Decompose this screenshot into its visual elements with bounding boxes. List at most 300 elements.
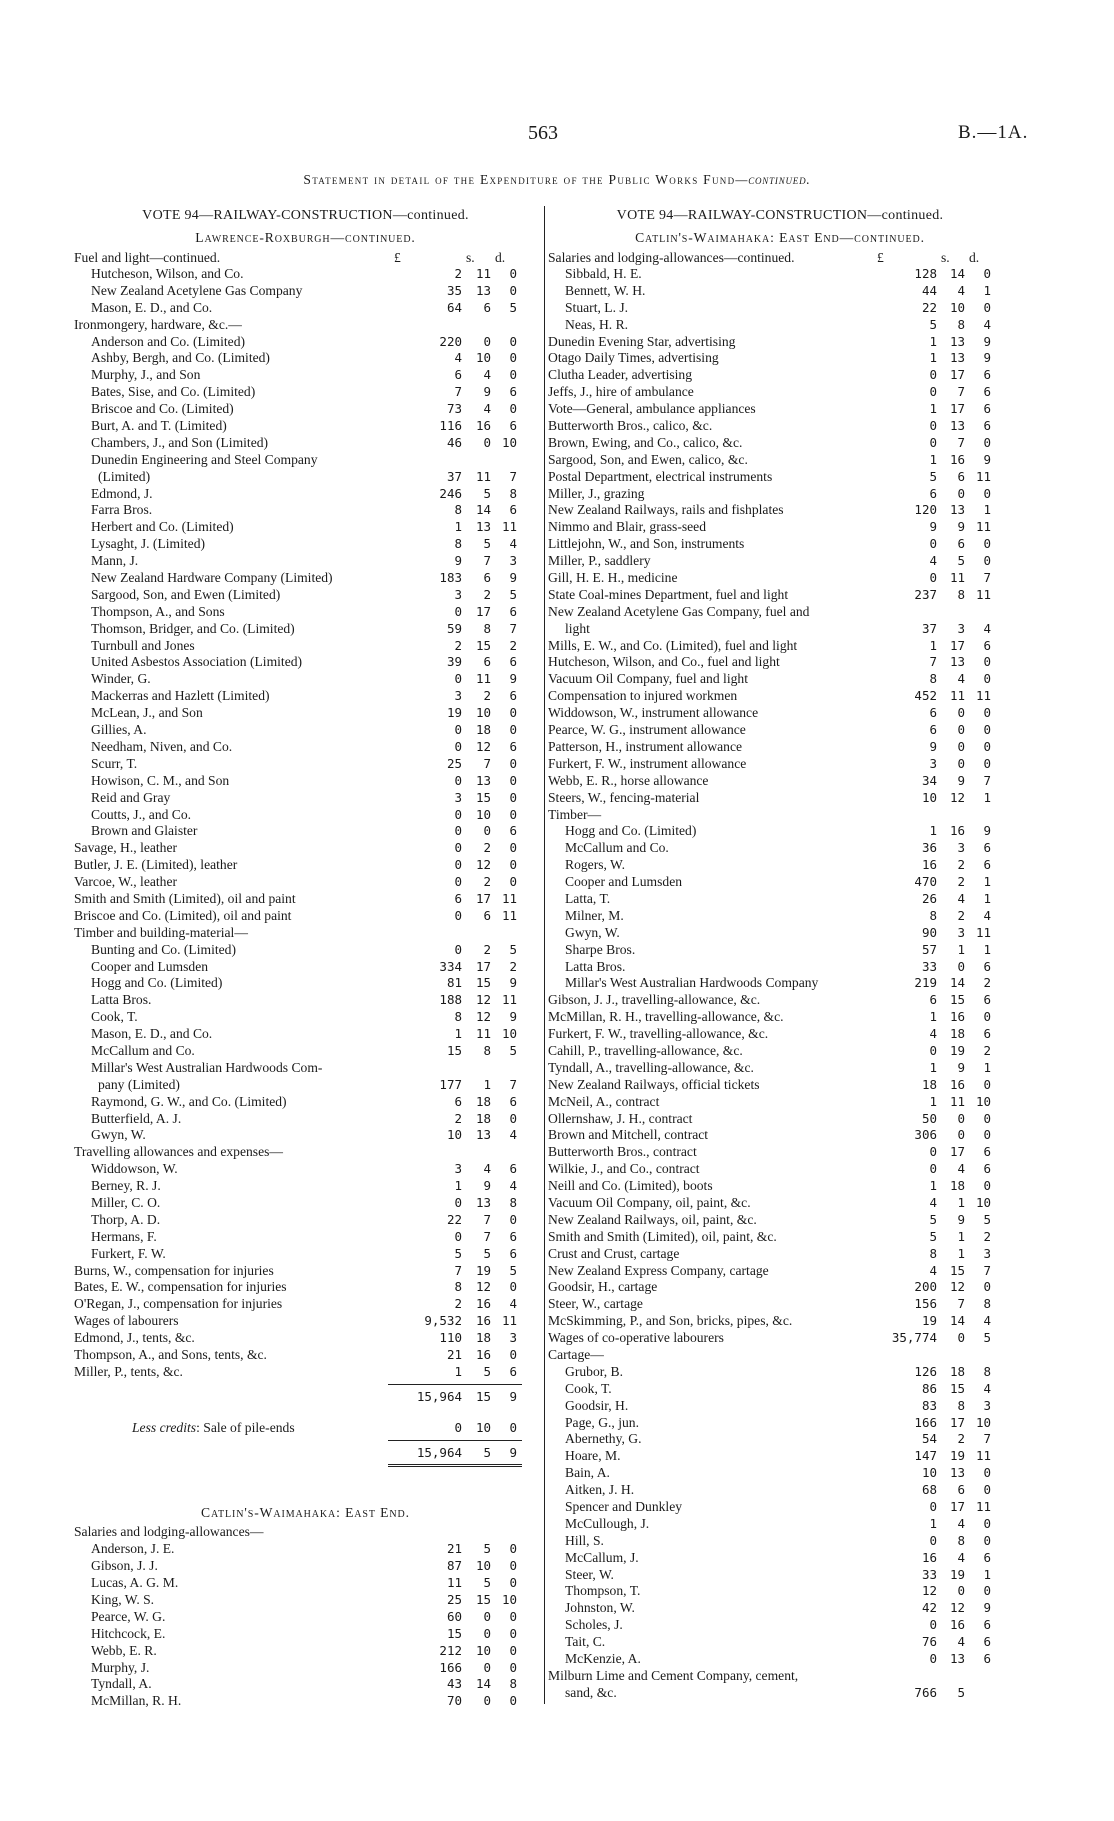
- table-row: [74, 570, 537, 587]
- entry-pence: 0: [983, 654, 991, 670]
- entry-shillings: 9: [483, 384, 491, 400]
- entry-shillings: 13: [949, 1651, 965, 1667]
- table-row: [548, 452, 1012, 469]
- entry-shillings: 0: [957, 738, 965, 754]
- table-row: [548, 908, 1012, 925]
- entry-pence: 4: [983, 620, 991, 636]
- table-row: [74, 486, 537, 503]
- entry-shillings: 19: [949, 1042, 965, 1058]
- table-row: [548, 1077, 1012, 1094]
- entry-pence: 7: [983, 1262, 991, 1278]
- entry-shillings: 6: [483, 299, 491, 315]
- entry-pence: 1: [983, 941, 991, 957]
- entry-description: Furkert, F. W., travelling-allowance, &c.: [548, 1026, 769, 1042]
- entry-pence: 5: [509, 299, 517, 315]
- entry-description: Latta Bros.: [565, 958, 626, 974]
- entry-description: Ollernshaw, J. H., contract: [548, 1110, 693, 1126]
- entry-shillings: 16: [949, 1009, 965, 1025]
- entry-description: Murphy, J., and Son: [91, 367, 201, 383]
- entry-pence: 0: [983, 671, 991, 687]
- entry-shillings: 13: [475, 1127, 491, 1143]
- entry-description: Mackerras and Hazlett (Limited): [91, 688, 270, 704]
- entry-description: McKenzie, A.: [565, 1651, 641, 1667]
- entry-description: Hoare, M.: [565, 1448, 621, 1464]
- entry-pounds: 1: [454, 519, 462, 535]
- entry-shillings: 0: [957, 1127, 965, 1143]
- entry-shillings: 11: [949, 688, 965, 704]
- entry-description: pany (Limited): [98, 1076, 180, 1092]
- entry-description: Scurr, T.: [91, 755, 138, 771]
- entry-pounds: 219: [914, 975, 937, 991]
- entry-shillings: 6: [483, 570, 491, 586]
- entry-pounds: 5: [929, 1228, 937, 1244]
- table-row: [74, 874, 537, 891]
- entry-shillings: 0: [483, 1608, 491, 1624]
- table-row: [548, 1583, 1012, 1600]
- table-row: [74, 992, 537, 1009]
- entry-description: Nimmo and Blair, grass-seed: [548, 519, 707, 535]
- entry-shillings: 0: [483, 333, 491, 349]
- entry-pence: 11: [501, 890, 517, 906]
- entry-description: Timber—: [548, 806, 602, 822]
- entry-pence: 0: [983, 738, 991, 754]
- table-row: [74, 1229, 537, 1246]
- table-row: [548, 300, 1012, 317]
- entry-shillings: 14: [949, 1313, 965, 1329]
- entry-pence: 8: [509, 1194, 517, 1210]
- table-row: [548, 1533, 1012, 1550]
- entry-pence: 11: [975, 586, 991, 602]
- entry-description: Dunedin Engineering and Steel Company: [91, 451, 318, 467]
- entry-description: O'Regan, J., compensation for injuries: [74, 1296, 283, 1312]
- entry-pounds: 43: [446, 1676, 462, 1692]
- entry-pounds: 7: [929, 654, 937, 670]
- table-row: [74, 384, 537, 401]
- entry-description: Anderson and Co. (Limited): [91, 333, 246, 349]
- entry-pounds: 10: [921, 1465, 937, 1481]
- entry-pence: 6: [509, 502, 517, 518]
- entry-pence: 0: [509, 333, 517, 349]
- table-row: [74, 688, 537, 705]
- entry-shillings: 13: [949, 1465, 965, 1481]
- table-row: [548, 1195, 1012, 1212]
- entry-pence: 11: [975, 1499, 991, 1515]
- entry-pounds: 334: [439, 958, 462, 974]
- entry-pounds: 1: [929, 333, 937, 349]
- entry-pence: 5: [509, 1262, 517, 1278]
- entry-description: Gwyn, W.: [91, 1127, 146, 1143]
- entry-description: Gillies, A.: [91, 722, 147, 738]
- entry-description: Howison, C. M., and Son: [91, 772, 230, 788]
- entry-pounds: 50: [921, 1110, 937, 1126]
- table-row: [74, 587, 537, 604]
- shillings-header: s.: [941, 250, 950, 265]
- entry-pence: 6: [509, 738, 517, 754]
- entry-description: Mason, E. D., and Co.: [91, 1026, 213, 1042]
- entry-pence: 9: [983, 1600, 991, 1616]
- entry-description: McCallum and Co.: [565, 840, 669, 856]
- entry-pence: 1: [983, 789, 991, 805]
- entry-pence: 0: [983, 1279, 991, 1295]
- entry-shillings: 17: [475, 958, 491, 974]
- entry-pounds: 212: [439, 1642, 462, 1658]
- entry-pounds: 2: [454, 1296, 462, 1312]
- entry-pounds: 64: [446, 299, 462, 315]
- entry-pounds: 87: [446, 1558, 462, 1574]
- section2-category-label: Salaries and lodging-allowances—: [74, 1524, 264, 1540]
- table-row: [74, 705, 537, 722]
- table-row: [548, 975, 1012, 992]
- entry-shillings: 16: [949, 1076, 965, 1092]
- entry-description: Gwyn, W.: [565, 924, 620, 940]
- entry-description: McSkimming, P., and Son, bricks, pipes, &c.: [548, 1313, 793, 1329]
- entry-shillings: 4: [483, 401, 491, 417]
- entry-pence: 4: [983, 1380, 991, 1396]
- entry-pounds: 0: [929, 1532, 937, 1548]
- spacer: [74, 1406, 537, 1420]
- entry-pounds: 0: [929, 1144, 937, 1160]
- entry-shillings: 17: [949, 1414, 965, 1430]
- table-row: [74, 1541, 537, 1558]
- entry-description: Miller, P., tents, &c.: [74, 1363, 183, 1379]
- entry-pounds: 1: [929, 1093, 937, 1109]
- entry-description: Aitken, J. H.: [565, 1482, 635, 1498]
- entry-description: Varcoe, W., leather: [74, 874, 178, 890]
- table-row: [74, 1009, 537, 1026]
- entry-pounds: 8: [929, 1245, 937, 1261]
- statement-title-text: Statement in detail of the Expenditure of the Public Works Fund: [303, 172, 736, 187]
- entry-pence: 11: [975, 519, 991, 535]
- page-number: 563: [528, 122, 558, 144]
- entry-pence: 1: [983, 282, 991, 298]
- table-row: [548, 959, 1012, 976]
- entry-description: Hogg and Co. (Limited): [565, 823, 697, 839]
- spacer: [74, 1469, 537, 1502]
- entry-pence: 0: [509, 367, 517, 383]
- table-row: [74, 1077, 537, 1094]
- entry-shillings: 11: [949, 1093, 965, 1109]
- entry-pence: 2: [983, 1042, 991, 1058]
- table-row: [74, 1364, 537, 1381]
- entry-pounds: 19: [446, 705, 462, 721]
- table-row: [548, 553, 1012, 570]
- entry-pence: 0: [509, 1110, 517, 1126]
- entry-pounds: 3: [929, 755, 937, 771]
- entry-shillings: 4: [957, 1161, 965, 1177]
- entry-shillings: 13: [949, 350, 965, 366]
- entry-shillings: 12: [475, 738, 491, 754]
- entry-description: Mills, E. W., and Co. (Limited), fuel and light: [548, 637, 798, 653]
- entry-shillings: 6: [957, 468, 965, 484]
- table-row: [74, 1693, 537, 1710]
- entry-shillings: 0: [957, 722, 965, 738]
- entry-pounds: 9: [929, 519, 937, 535]
- entry-description: Thompson, A., and Sons, tents, &c.: [74, 1347, 267, 1362]
- entry-pence: 6: [983, 367, 991, 383]
- entry-pounds: 6: [929, 992, 937, 1008]
- table-row: [548, 1465, 1012, 1482]
- entry-shillings: 18: [475, 1093, 491, 1109]
- entry-pounds: 470: [914, 874, 937, 890]
- entry-pounds: 39: [446, 654, 462, 670]
- table-row: [548, 604, 1012, 621]
- entry-shillings: 13: [475, 519, 491, 535]
- entry-description: Briscoe and Co. (Limited), oil and paint: [74, 907, 292, 923]
- left-section-heading: Lawrence-Roxburgh—continued.: [195, 230, 416, 245]
- entry-pence: 7: [983, 1431, 991, 1447]
- subtotal-pounds: 15,964: [416, 1388, 462, 1404]
- entry-pence: 6: [983, 384, 991, 400]
- entry-description: Thompson, A., and Sons: [91, 603, 225, 619]
- table-row: [74, 823, 537, 840]
- table-row: [74, 1060, 537, 1077]
- entry-description: Hermans, F.: [91, 1228, 157, 1244]
- entry-pence: 1: [983, 890, 991, 906]
- entry-pence: 0: [509, 772, 517, 788]
- table-row: [74, 604, 537, 621]
- table-row: [548, 486, 1012, 503]
- entry-pounds: 1: [929, 1178, 937, 1194]
- statement-title: [0, 172, 1114, 188]
- table-row: [548, 1009, 1012, 1026]
- entry-pounds: 22: [921, 299, 937, 315]
- entry-pence: 4: [509, 1127, 517, 1143]
- entry-pounds: 76: [921, 1634, 937, 1650]
- entry-pence: 0: [509, 1541, 517, 1557]
- entry-description: Furkert, F. W.: [91, 1245, 166, 1261]
- entry-pounds: 0: [929, 384, 937, 400]
- entry-pounds: 3: [454, 1161, 462, 1177]
- table-row: [548, 587, 1012, 604]
- entry-pence: 6: [983, 1549, 991, 1565]
- entry-pence: 6: [983, 1026, 991, 1042]
- entry-shillings: 3: [957, 840, 965, 856]
- entry-pence: 2: [509, 637, 517, 653]
- entry-description: Neas, H. R.: [565, 316, 629, 332]
- entry-pounds: 2: [454, 266, 462, 281]
- entry-description: Compensation to injured workmen: [548, 688, 738, 704]
- table-row: [548, 367, 1012, 384]
- entry-shillings: 7: [957, 384, 965, 400]
- entry-shillings: 3: [957, 924, 965, 940]
- entry-pence: 11: [501, 907, 517, 923]
- shillings-header: s.: [466, 250, 475, 265]
- table-row: [74, 1660, 537, 1677]
- entry-shillings: 13: [949, 502, 965, 518]
- entry-shillings: 5: [483, 1541, 491, 1557]
- entry-pounds: 1: [454, 1178, 462, 1194]
- entry-pence: 6: [509, 1093, 517, 1109]
- entry-description: (Limited): [98, 468, 151, 484]
- total-row: [74, 1445, 537, 1462]
- entry-description: Bunting and Co. (Limited): [91, 941, 236, 957]
- entry-pounds: 6: [454, 1093, 462, 1109]
- entry-pence: 0: [509, 401, 517, 417]
- entry-shillings: 6: [483, 654, 491, 670]
- entry-pence: 0: [509, 266, 517, 281]
- entry-shillings: 6: [957, 1482, 965, 1498]
- entry-pence: 0: [983, 1110, 991, 1126]
- entry-pence: 0: [983, 299, 991, 315]
- table-row: [548, 469, 1012, 486]
- entry-description: Steer, W.: [565, 1566, 614, 1582]
- entry-description: Rogers, W.: [565, 857, 626, 873]
- entry-pounds: 183: [439, 570, 462, 586]
- table-row: [548, 1448, 1012, 1465]
- entry-shillings: 2: [957, 907, 965, 923]
- entry-pounds: 166: [914, 1414, 937, 1430]
- entry-pence: 6: [983, 401, 991, 417]
- entry-pence: 0: [509, 840, 517, 856]
- entry-pence: 4: [509, 1296, 517, 1312]
- entry-pence: 0: [983, 1127, 991, 1143]
- entry-description: Cahill, P., travelling-allowance, &c.: [548, 1042, 743, 1058]
- entry-pounds: 3: [454, 586, 462, 602]
- entry-shillings: 16: [475, 1347, 491, 1362]
- table-row: [548, 891, 1012, 908]
- entry-pounds: 0: [929, 536, 937, 552]
- table-row: [548, 773, 1012, 790]
- entry-shillings: 17: [475, 890, 491, 906]
- table-row: [74, 1127, 537, 1144]
- table-row: [548, 688, 1012, 705]
- entry-pounds: 5: [929, 1211, 937, 1227]
- entry-pounds: 8: [454, 1279, 462, 1295]
- entry-shillings: 14: [475, 1676, 491, 1692]
- entry-description: Jeffs, J., hire of ambulance: [548, 384, 694, 400]
- entry-shillings: 4: [957, 1634, 965, 1650]
- entry-pence: 0: [983, 1583, 991, 1599]
- entry-shillings: 5: [483, 485, 491, 501]
- entry-shillings: 4: [957, 1549, 965, 1565]
- entry-description: Smith and Smith (Limited), oil and paint: [74, 890, 296, 906]
- entry-pounds: 237: [914, 586, 937, 602]
- entry-pence: 9: [509, 1009, 517, 1025]
- entry-pounds: 0: [454, 840, 462, 856]
- entry-shillings: 0: [957, 705, 965, 721]
- table-row: [74, 1592, 537, 1609]
- section2-category-row: [74, 1524, 537, 1541]
- entry-shillings: 14: [949, 266, 965, 281]
- entry-description: McNeil, A., contract: [548, 1093, 660, 1109]
- entry-pounds: 6: [454, 890, 462, 906]
- table-row: [74, 654, 537, 671]
- entry-description: Johnston, W.: [565, 1600, 635, 1616]
- entry-description: Butterworth Bros., contract: [548, 1144, 697, 1160]
- entry-description: Hitchcock, E.: [91, 1625, 166, 1641]
- entry-pounds: 10: [446, 1127, 462, 1143]
- entry-pounds: 1: [929, 401, 937, 417]
- subtotal-row: [74, 1389, 537, 1406]
- entry-description: Reid and Gray: [91, 789, 171, 805]
- table-row: [74, 1279, 537, 1296]
- entry-shillings: 4: [957, 282, 965, 298]
- table-row: [548, 1499, 1012, 1516]
- table-row: [548, 384, 1012, 401]
- entry-pounds: 22: [446, 1211, 462, 1227]
- entry-description: Goodsir, H., cartage: [548, 1279, 658, 1295]
- entry-shillings: 2: [957, 874, 965, 890]
- entry-pence: 1: [983, 1059, 991, 1075]
- entry-pounds: 21: [446, 1541, 462, 1557]
- entry-shillings: 11: [475, 671, 491, 687]
- left-salaries-list: [74, 1541, 537, 1710]
- entry-description: Dunedin Evening Star, advertising: [548, 333, 736, 349]
- entry-pounds: 5: [454, 1245, 462, 1261]
- right-section-heading: Catlin's-Waimahaka: East End—continued.: [635, 230, 925, 245]
- entry-pounds: 0: [454, 1228, 462, 1244]
- entry-description: Vacuum Oil Company, oil, paint, &c.: [548, 1194, 751, 1210]
- entry-pounds: 7: [454, 384, 462, 400]
- left-section2-heading: Catlin's-Waimahaka: East End.: [201, 1505, 410, 1521]
- entry-description: New Zealand Acetylene Gas Company: [91, 282, 303, 298]
- entry-pounds: 0: [454, 738, 462, 754]
- table-row: [548, 857, 1012, 874]
- entry-pounds: 766: [914, 1684, 937, 1700]
- table-row: [74, 1178, 537, 1195]
- entry-description: Miller, J., grazing: [548, 485, 645, 501]
- entry-pounds: 0: [454, 941, 462, 957]
- entry-shillings: 16: [949, 451, 965, 467]
- table-row: [548, 1364, 1012, 1381]
- right-column: [548, 205, 1012, 1702]
- entry-pounds: 3: [454, 789, 462, 805]
- entry-pence: 10: [975, 1093, 991, 1109]
- credit-row: [74, 1420, 537, 1437]
- entry-pounds: 37: [446, 468, 462, 484]
- entry-shillings: 18: [949, 1363, 965, 1379]
- entry-pence: 0: [509, 1558, 517, 1574]
- total-shillings: 5: [483, 1444, 491, 1460]
- entry-description: Thorp, A. D.: [91, 1211, 161, 1227]
- entry-pence: 8: [983, 1363, 991, 1379]
- table-row: [548, 790, 1012, 807]
- entry-pounds: 86: [921, 1380, 937, 1396]
- table-row: [548, 401, 1012, 418]
- subtotal-rule: [74, 1381, 537, 1389]
- entry-description: Brown and Mitchell, contract: [548, 1127, 709, 1143]
- entry-pence: 4: [509, 536, 517, 552]
- table-row: [548, 519, 1012, 536]
- entry-shillings: 11: [475, 266, 491, 281]
- table-row: [74, 283, 537, 300]
- entry-pounds: 8: [454, 502, 462, 518]
- entry-pence: 5: [983, 1211, 991, 1227]
- entry-pounds: 200: [914, 1279, 937, 1295]
- entry-pence: 7: [509, 620, 517, 636]
- entry-pounds: 0: [929, 1499, 937, 1515]
- table-row: [548, 1246, 1012, 1263]
- entry-shillings: 1: [957, 1245, 965, 1261]
- entry-description: Sharpe Bros.: [565, 941, 636, 957]
- entry-description: Grubor, B.: [565, 1363, 623, 1379]
- total-rule: [74, 1437, 537, 1445]
- table-row: [548, 1330, 1012, 1347]
- entry-pounds: 34: [921, 772, 937, 788]
- entry-description: McCallum, J.: [565, 1549, 639, 1565]
- entry-pence: 9: [983, 451, 991, 467]
- entry-shillings: 0: [957, 1110, 965, 1126]
- entry-pence: 0: [509, 1693, 517, 1709]
- table-row: [74, 891, 537, 908]
- entry-pence: 3: [983, 1245, 991, 1261]
- entry-shillings: 17: [949, 1499, 965, 1515]
- entry-pounds: 9,532: [424, 1313, 462, 1329]
- entry-pence: 10: [501, 1026, 517, 1042]
- table-row: [74, 1296, 537, 1313]
- table-row: [74, 1111, 537, 1128]
- entry-pence: 0: [509, 1279, 517, 1295]
